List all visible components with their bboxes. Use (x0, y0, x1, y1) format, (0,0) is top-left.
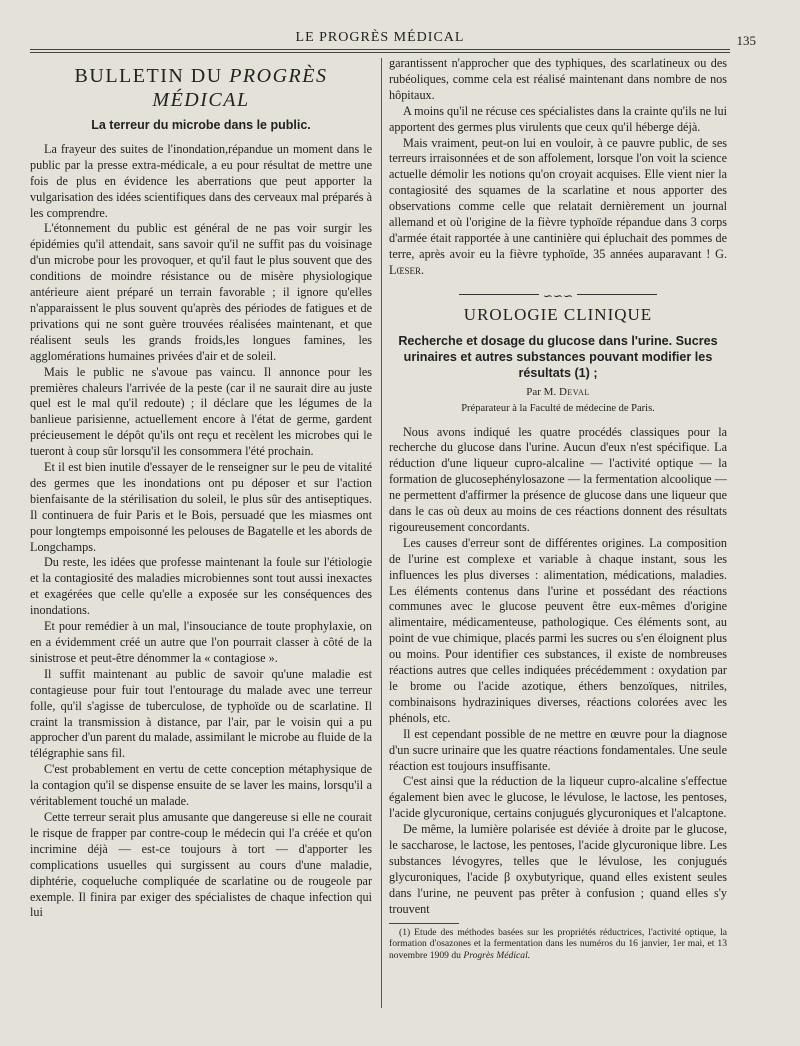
section-heading: UROLOGIE CLINIQUE (463, 304, 653, 324)
bulletin-paragraph: Et pour remédier à un mal, l'insouciance de toute prophylaxie, on en a évidemment créé un autre que l'on pourrait classer à côté de la sinistrose et peut-être dénommer la « contagiose ». (30, 619, 372, 665)
bulletin-paragraph: Du reste, les idées que professe maintenant la foule sur l'étiologie et la contagiosité des maladies microbiennes sont tout aussi inexactes et exagérées que celle qu'elle a exposée sur les conséquences des inondations. (30, 555, 372, 618)
bulletin-heading-journal: PROGRÈS MÉDICAL (152, 65, 328, 111)
column-divider (381, 58, 382, 1008)
article-paragraph: C'est ainsi que la réduction de la liqueur cupro-alcaline s'effectue également bien avec le glucose, le lévulose, le lactose, les pentoses, l'acide glycuronique, certains conjugués glycuroniques et l'alcaptone. (389, 774, 727, 821)
footnote-rule (389, 923, 459, 924)
article-paragraph: Les causes d'erreur sont de différentes origines. La composition de l'urine est complexe et variable à chaque instant, sous les influences les plus diverses : alimentation, médications, maladies. Les éléments contenus dans l'urine et possédant des réactions communes avec le glucose peuvent être eux-mêmes d'origine alimentaire, médicamenteuse, pathologique. Ces éléments sont, au point de vue chimique, placés parmi les sucres ou s'en éloignent plus ou moins. Pour identifier ces substances, il existe de nombreuses réactions autres que celles indiquées précédemment : oxydation par le brome ou l'acide azotique, éthers benzoïques, nitriles, combinaisons hydraziniques diverses, réactions colorées avec les phénols, etc. (389, 535, 727, 725)
bulletin-continuation (389, 136, 727, 279)
author-affiliation: Préparateur à la Faculté de médecine de Paris. (461, 402, 655, 414)
bulletin-subtitle: La terreur du microbe dans le public. (91, 118, 311, 132)
page-header (30, 30, 756, 50)
header-rule (30, 52, 730, 53)
article-author (389, 385, 727, 401)
footnote-text: (1) Etude des méthodes basées sur les propriétés réductrices, l'activité optique, la formation d'osazones et la fermentation dans les numéros du 16 janvier, 1er mai, et 13 novembre 1909 du (389, 926, 727, 961)
section-separator (389, 288, 727, 303)
bulletin-paragraph: Il suffit maintenant au public de savoir qu'une maladie est contagieuse pour fuir tout l'entourage du malade avec une terreur folle, qu'il s'agisse de tuberculose, de typhoïde ou de scarlatine. Il craint la transmission à distance, par l'air, par le voisin qui a pu approcher d'un parent du malade, assimilant le microbe au fluide de la télégraphie sans fil. (30, 666, 372, 761)
article-paragraph: Il est cependant possible de ne mettre en œuvre pour la diagnose d'un sucre urinaire que les quatre réactions fondamentales. Une seule réaction est toujours insuffisante. (389, 726, 727, 773)
bulletin-paragraph: Et il est bien inutile d'essayer de le renseigner sur le peu de vitalité des germes que les inondations ont pu déposer et sur l'action bienfaisante de la stérilisation du soleil, le plus sûr des antiseptiques. Il continuera de fuir Paris et le Bois, persuadé que les miasmes ont pour longtemps empoisonné les pelouses de Bagatelle et les abords de Longchamps. (30, 460, 372, 554)
bulletin-heading (30, 64, 372, 112)
author-name: Deval (558, 385, 590, 398)
flourish-icon: ∽∽∽ (539, 289, 577, 303)
bulletin-continuation: garantissent n'approcher que des typhiques, des scarlatineux ou des rubéoliques, comme cela est réalisé maintenant dans nombre de nos hôpitaux. (389, 56, 727, 102)
bulletin-continuation-text: Mais vraiment, peut-on lui en vouloir, à ce pauvre public, de ses terreurs irraisonnées et de son affolement, lorsque l'on voit la science actuelle démolir les notions qu'on croyait acquises. Elle vient nier la contagiosité des squames de la scarlatine et nous apporter des observations comme celle que relatait dernièrement un journal allemand et où l'origine de la fièvre typhoïde répandue dans 3 corps d'armée était rapportée à une cantinière qui épluchait des pommes de terre, après avoir eu la fièvre typhoïde, 35 années auparavant ! (389, 135, 727, 261)
left-column (30, 56, 372, 921)
bulletin-paragraph: C'est probablement en vertu de cette conception métaphysique de la contagion qu'il se dispense ensuite de se laver les mains, lorsqu'il a véritablement touché un malade. (30, 762, 372, 809)
author-prefix: Par M. (526, 385, 559, 398)
footnote (389, 927, 727, 962)
bulletin-signature: G. Lœser. (389, 246, 727, 277)
page-number: 135 (736, 33, 756, 48)
footnote-journal: Progrès Médical. (463, 949, 531, 961)
bulletin-heading-prefix: BULLETIN DU (74, 65, 230, 87)
bulletin-paragraph: L'étonnement du public est général de ne pas voir surgir les épidémies qu'il attendait, sans savoir qu'il ne suffit pas du voisinage d'un microbe pour les provoquer, et qu'il faut le plus souvent que des conditions de moindre résistance ou de misère physiologique antérieure aient préparé un terrain favorable ; il ignore qu'elles n'apparaissent le plus souvent qu'après des périodes de fatigues et de privations qui ne sont guère trouvées réalisées maintenant, et que réalisent seuls les grands froids,les longues famines, les agglomérations humaines privées d'air et de soleil. (30, 221, 372, 363)
article-title: Recherche et dosage du glucose dans l'urine. Sucres urinaires et autres substances pouvant modifier les résultats (1) ; (398, 333, 718, 380)
running-head: LE PROGRÈS MÉDICAL (295, 30, 465, 45)
right-column (389, 56, 727, 961)
header-rule (30, 49, 730, 50)
bulletin-paragraph: Mais le public ne s'avoue pas vaincu. Il annonce pour les premières chaleurs l'arrivée de la peste (car il ne saurait dire au juste quel est le mal qu'il redoute) ; il déclare que les légumes de la banlieue parisienne, actuellement encore à l'état de germe, gardent précieusement le dépôt qu'ils ont reçu et recèlent les microbes qui le tueront à coup sûr lorsqu'il les consommera l'été prochain. (30, 364, 372, 459)
article-paragraph: De même, la lumière polarisée est déviée à droite par le glucose, le saccharose, le lactose, les pentoses, l'acide glycuronique libre. Les substances lévogyres, telles que le lévulose, les conjugués glycuroniques, l'acide β oxybutyrique, quand elles existent seules dans l'urine, ne peuvent pas prêter à confusion ; quand elles s'y trouvent (389, 822, 727, 916)
bulletin-paragraph: La frayeur des suites de l'inondation,répandue un moment dans le public par la presse extra-médicale, a eu pour résultat de mettre une fois de plus en évidence les aberrations que peut apporter la vulgarisation des idées scientifiques dans des cerveaux mal préparés à les comprendre. (30, 141, 372, 220)
article-paragraph: Nous avons indiqué les quatre procédés classiques pour la recherche du glucose dans l'urine. Aucun d'eux n'est spécifique. La réduction d'une liqueur cupro-alcaline — l'activité optique — la formation de glucosephénylosazone — la fermentation alcoolique — ne permettent d'affirmer la présence de glucose dans une liqueur que dans le cas où deux au moins de ces réactions donnent des résultats rigoureusement concordants. (389, 424, 727, 534)
bulletin-paragraph: Cette terreur serait plus amusante que dangereuse si elle ne courait le risque de frapper par contre-coup le médecin qui l'a créée et qu'on incrimine déjà — est-ce toujours à tort — d'apporter les complications usuelles qui surgissent au cours d'une maladie, diphtérie, coqueluche compliquée de scarlatine ou de rougeole par exemple. Il finira par exiger des spécialistes de chaque infection qui lui (30, 809, 372, 920)
bulletin-continuation: A moins qu'il ne récuse ces spécialistes dans la crainte qu'ils ne lui apportent des germes plus virulents que ceux qu'il héberge déjà. (389, 103, 727, 134)
